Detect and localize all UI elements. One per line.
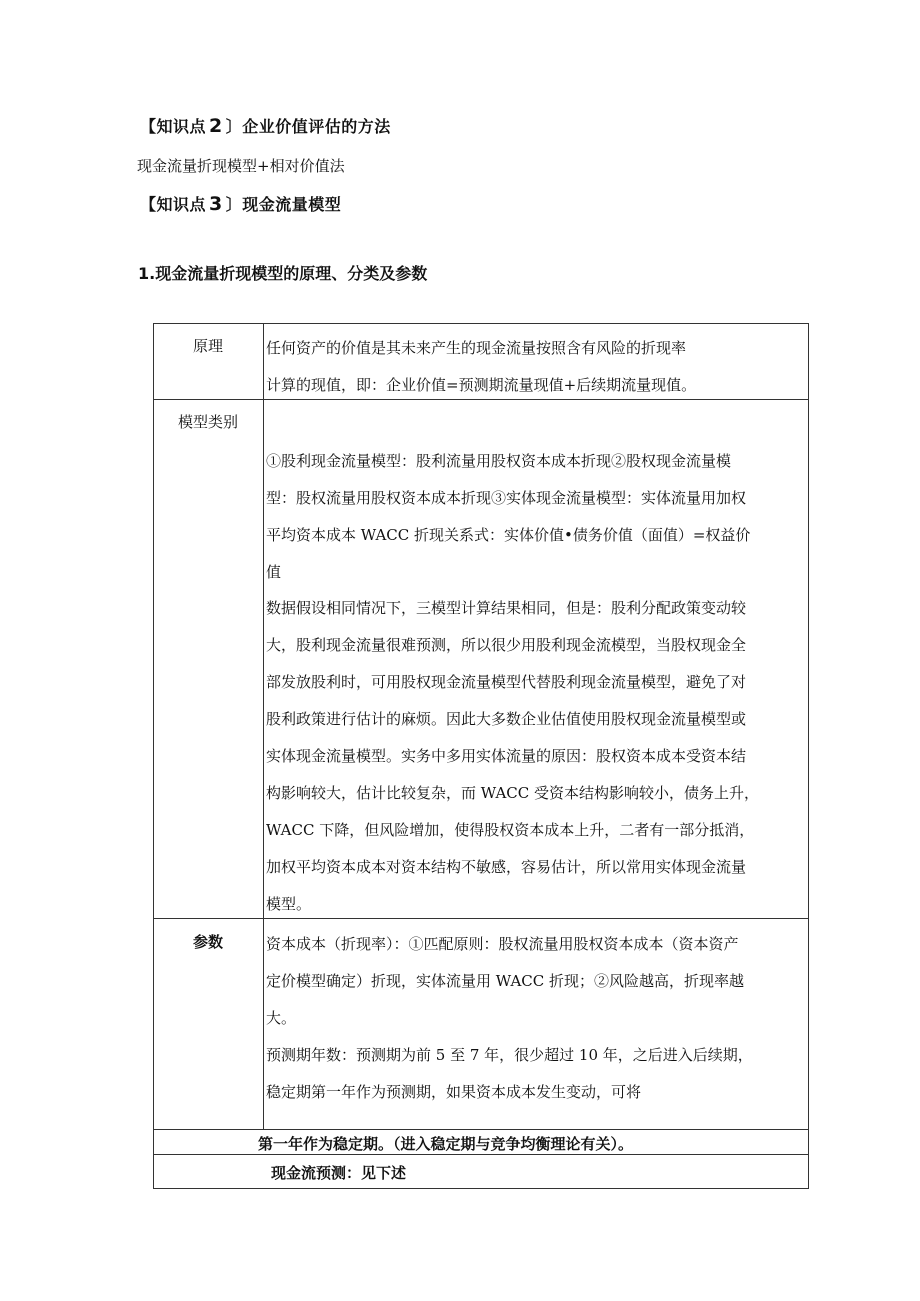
- heading-prefix: 【知识点: [140, 117, 207, 136]
- parameters-line: 资本成本（折现率）：①匹配原则：股权流量用股权资本成本（资本资产: [266, 935, 739, 953]
- row-divider: [153, 1129, 809, 1130]
- heading-number: 2: [209, 115, 223, 137]
- row-divider: [153, 399, 809, 400]
- model-types-line: 值: [266, 563, 282, 581]
- knowledge-point-2-heading: [140, 114, 391, 137]
- principle-label: 原理: [192, 337, 223, 355]
- parameters-line: 大。: [266, 1009, 297, 1027]
- heading-prefix: 【知识点: [140, 195, 207, 214]
- model-types-line: 构影响较大，估计比较复杂，而 WACC 受资本结构影响较小，债务上升，: [266, 784, 759, 802]
- knowledge-point-3-heading: [140, 192, 341, 215]
- model-types-line: 部发放股利时，可用股权现金流量模型代替股利现金流量模型，避免了对: [266, 673, 747, 691]
- model-types-line: 实体现金流量模型。实务中多用实体流量的原因：股权资本成本受资本结: [266, 747, 747, 765]
- table-border-left: [153, 323, 154, 1189]
- row-divider: [153, 1154, 809, 1155]
- parameters-label: 参数: [192, 933, 223, 951]
- parameters-line: 预测期年数：预测期为前 5 至 7 年，很少超过 10 年，之后进入后续期，: [266, 1046, 753, 1064]
- principle-line: 计算的现值，即：企业价值=预测期流量现值+后续期流量现值。: [266, 376, 697, 394]
- model-types-line: ①股利现金流量模型：股利流量用股权资本成本折现②股权现金流量模: [266, 452, 732, 470]
- section-title: 1.现金流量折现模型的原理、分类及参数: [138, 264, 428, 283]
- table-border-top: [153, 323, 809, 324]
- dcf-model-table: [153, 323, 809, 1189]
- parameters-line: 定价模型确定）折现，实体流量用 WACC 折现；②风险越高，折现率越: [266, 972, 744, 990]
- model-types-line: 模型。: [266, 895, 312, 913]
- heading-title: 〕现金流量模型: [225, 195, 342, 214]
- model-types-line: 股利政策进行估计的麻烦。因此大多数企业估值使用股权现金流量模型或: [266, 710, 747, 728]
- model-types-label: 模型类别: [177, 413, 238, 431]
- model-types-line: WACC 下降，但风险增加，使得股权资本成本上升，二者有一部分抵消，: [266, 821, 755, 839]
- heading-number: 3: [209, 193, 223, 215]
- table-column-divider: [263, 323, 264, 1129]
- parameters-line: 稳定期第一年作为预测期，如果资本成本发生变动，可将: [266, 1083, 642, 1101]
- heading-title: 〕企业价值评估的方法: [225, 117, 391, 136]
- principle-line: 任何资产的价值是其未来产生的现金流量按照含有风险的折现率: [266, 339, 687, 357]
- model-types-line: 加权平均资本成本对资本结构不敏感，容易估计，所以常用实体现金流量: [266, 858, 747, 876]
- model-types-line: 型：股权流量用股权资本成本折现③实体现金流量模型：实体流量用加权: [266, 489, 747, 507]
- row-divider: [153, 918, 809, 919]
- model-types-line: 平均资本成本 WACC 折现关系式：实体价值•债务价值（面值）=权益价: [266, 526, 751, 544]
- stable-period-row: 第一年作为稳定期。（进入稳定期与竞争均衡理论有关）。: [258, 1135, 634, 1153]
- valuation-methods-line: 现金流量折现模型+相对价值法: [137, 157, 345, 175]
- table-border-right: [808, 323, 809, 1189]
- model-types-line: 大，股利现金流量很难预测，所以很少用股利现金流模型，当股权现金全: [266, 636, 747, 654]
- table-border-bottom: [153, 1188, 809, 1189]
- cashflow-forecast-row: 现金流预测：见下述: [271, 1164, 407, 1182]
- model-types-line: 数据假设相同情况下，三模型计算结果相同，但是：股利分配政策变动较: [266, 599, 747, 617]
